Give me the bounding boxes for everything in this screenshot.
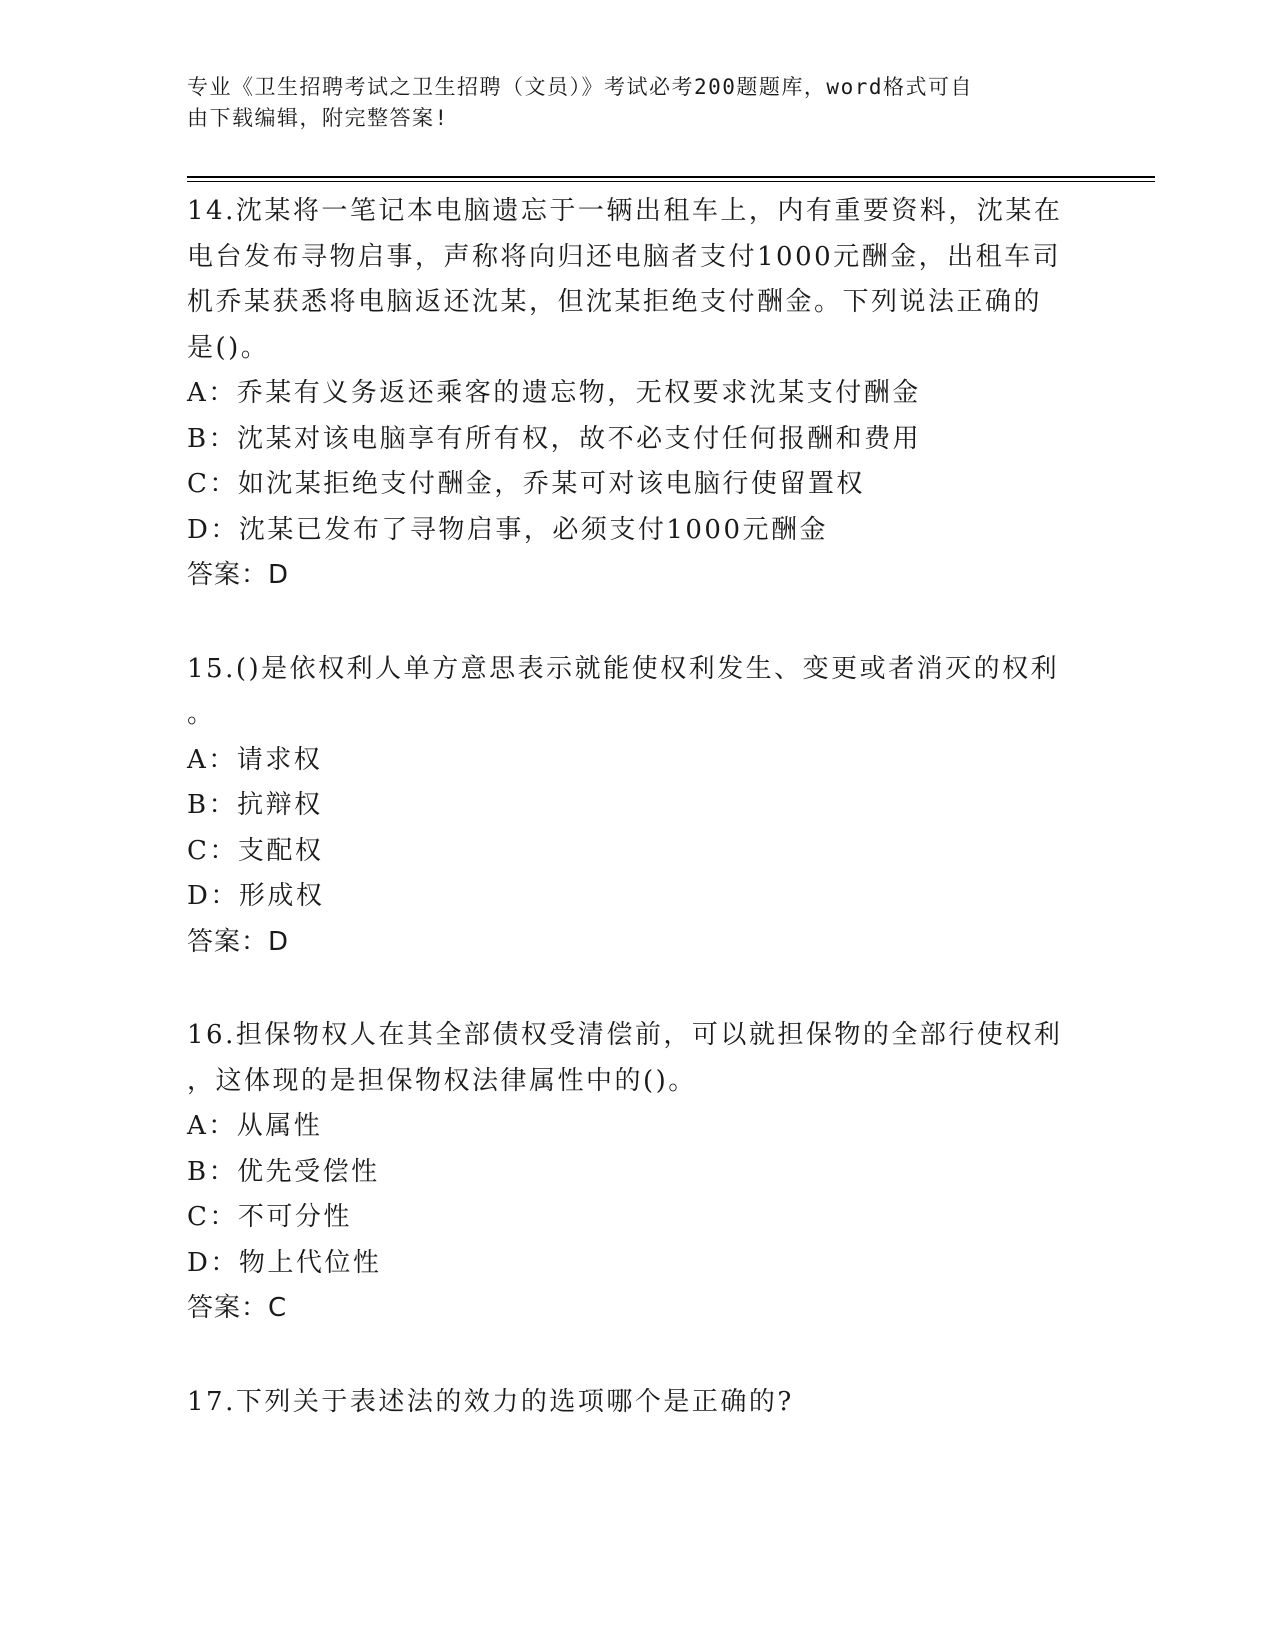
option-c: C：如沈某拒绝支付酬金，乔某可对该电脑行使留置权 bbox=[187, 469, 865, 499]
option-a: A：从属性 bbox=[187, 1111, 323, 1141]
question-text-line: 电台发布寻物启事，声称将向归还电脑者支付1000元酬金，出租车司 bbox=[187, 241, 1062, 272]
option-c: C：不可分性 bbox=[187, 1202, 352, 1232]
question-14 bbox=[187, 189, 1087, 599]
option-d: D：形成权 bbox=[187, 881, 325, 911]
option-b: B：优先受偿性 bbox=[187, 1156, 380, 1187]
option-a: A：乔某有义务返还乘客的遗忘物，无权要求沈某支付酬金 bbox=[187, 378, 921, 408]
option-a: A：请求权 bbox=[187, 744, 323, 775]
question-text-line: 。 bbox=[187, 699, 216, 729]
question-17 bbox=[187, 1380, 1087, 1426]
question-text-line: 17.下列关于表述法的效力的选项哪个是正确的? bbox=[187, 1386, 794, 1417]
option-b: B：沈某对该电脑享有所有权，故不必支付任何报酬和费用 bbox=[187, 423, 922, 454]
document-header bbox=[187, 72, 1067, 134]
question-text-line: 16.担保物权人在其全部债权受清偿前，可以就担保物的全部行使权利 bbox=[187, 1020, 1063, 1050]
question-text-line: 14.沈某将一笔记本电脑遗忘于一辆出租车上，内有重要资料，沈某在 bbox=[187, 196, 1063, 226]
question-16 bbox=[187, 1013, 1087, 1332]
option-d: D：物上代位性 bbox=[187, 1247, 382, 1278]
question-list bbox=[187, 189, 1087, 1473]
header-rule-thick bbox=[187, 176, 1155, 178]
answer-line: 答案：D bbox=[187, 926, 290, 957]
question-15 bbox=[187, 647, 1087, 966]
question-text-line: ，这体现的是担保物权法律属性中的()。 bbox=[187, 1065, 697, 1096]
question-text-line: 是()。 bbox=[187, 332, 270, 363]
question-text-line: 机乔某获悉将电脑返还沈某，但沈某拒绝支付酬金。下列说法正确的 bbox=[187, 287, 1043, 317]
answer-line: 答案：D bbox=[187, 560, 290, 590]
question-text-line: 15.()是依权利人单方意思表示就能使权利发生、变更或者消灭的权利 bbox=[187, 653, 1060, 684]
option-d: D：沈某已发布了寻物启事，必须支付1000元酬金 bbox=[187, 514, 829, 545]
header-line-1: 专业《卫生招聘考试之卫生招聘（文员）》考试必考200题题库，word格式可自 bbox=[187, 75, 973, 99]
option-c: C：支配权 bbox=[187, 835, 324, 866]
header-rule-thin bbox=[187, 181, 1155, 182]
answer-line: 答案：C bbox=[187, 1293, 288, 1323]
option-b: B：抗辩权 bbox=[187, 790, 323, 820]
header-line-2: 由下载编辑，附完整答案! bbox=[187, 106, 449, 130]
